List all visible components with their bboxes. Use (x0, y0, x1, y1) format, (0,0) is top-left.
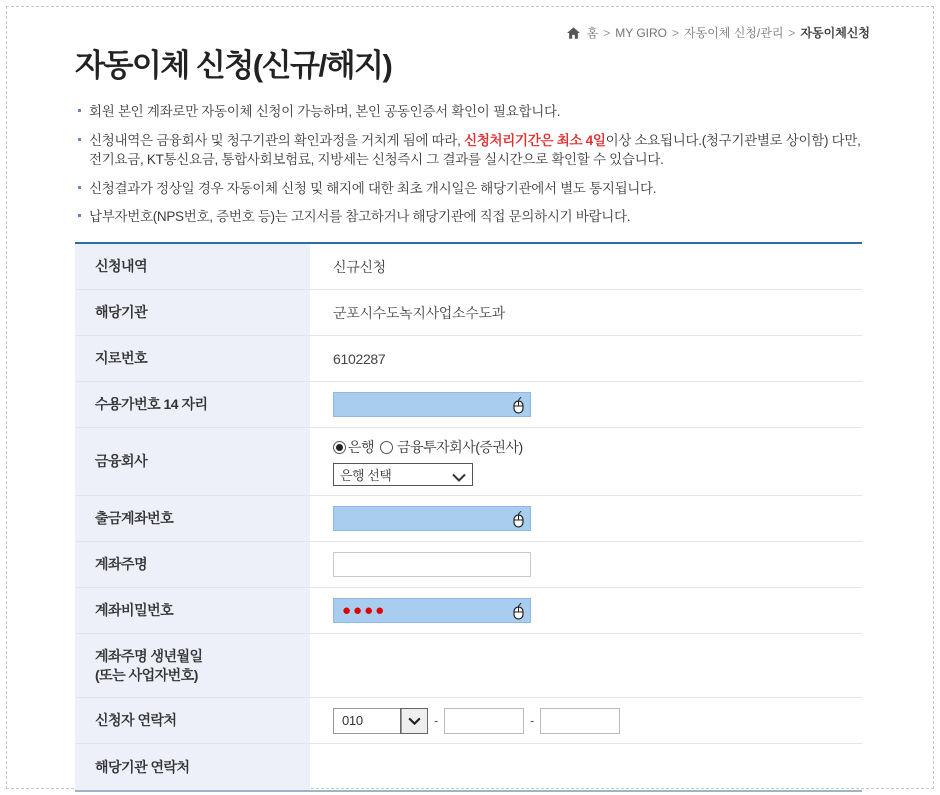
notice-item (78, 102, 868, 122)
phone-prefix-value: 010 (342, 713, 363, 728)
customer-number-secure-input[interactable] (333, 392, 531, 417)
breadcrumb-separator: > (672, 25, 680, 40)
chevron-down-icon (452, 470, 466, 479)
radio-checked-icon[interactable] (333, 441, 346, 454)
institution-phone-value (311, 744, 862, 790)
breadcrumb-item-mygiro[interactable]: MY GIRO (615, 25, 667, 40)
radio-label: 은행 (348, 439, 375, 455)
breadcrumb-item-autotransfer-manage[interactable]: 자동이체 신청/관리 (684, 26, 784, 40)
mouse-icon (512, 510, 525, 528)
breadcrumb-separator: > (603, 25, 611, 40)
holder-birthdate-value (311, 634, 862, 697)
breadcrumb-item-current: 자동이체신청 (800, 26, 870, 40)
row-value-cell (311, 382, 862, 427)
radio-label: 금융투자회사(증권사) (397, 439, 523, 455)
row-withdrawal-account (75, 496, 862, 542)
notice-list (78, 102, 868, 236)
row-label: 수용가번호 14 자리 (75, 382, 311, 427)
phone-prefix-select[interactable] (333, 708, 428, 734)
row-holder-birthdate (75, 634, 862, 698)
home-icon[interactable] (567, 27, 580, 39)
bank-select-value: 은행 선택 (340, 468, 392, 483)
phone-middle-input[interactable] (444, 708, 524, 734)
notice-text: 납부자번호(NPS번호, 증번호 등)는 고지서를 참고하거나 해당기관에 직접 문의하시기 바랍니다. (89, 209, 631, 225)
breadcrumb-item-home[interactable]: 홈 (586, 26, 599, 40)
password-dots: ●●●● (342, 602, 387, 619)
row-application-type (75, 244, 862, 290)
withdrawal-account-secure-input[interactable] (333, 506, 531, 531)
row-institution (75, 290, 862, 336)
breadcrumb-separator: > (788, 25, 796, 40)
row-account-holder-name (75, 542, 862, 588)
financial-company-radio-group (333, 437, 523, 457)
phone-dash: - (434, 713, 439, 728)
row-label: 해당기관 연락처 (75, 744, 311, 790)
radio-unchecked-icon[interactable] (380, 441, 393, 454)
notice-text: 이상 소요됩니다.(청구기관별로 상이함) 다만, 전기요금, KT통신요금, 통합사회보험료, 지방세는 신청즉시 그 결과를 실시간으로 확인할 수 있습니다. (89, 132, 861, 168)
row-label (75, 634, 311, 697)
row-value-cell (311, 496, 862, 541)
row-label: 계좌주명 (75, 542, 311, 587)
account-password-secure-input[interactable] (333, 598, 531, 623)
row-customer-number (75, 382, 862, 428)
row-label-line2: (또는 사업자번호) (95, 666, 198, 683)
row-value-cell (311, 588, 862, 633)
row-label: 신청자 연락처 (75, 698, 311, 743)
notice-item (78, 131, 868, 170)
row-label: 계좌비밀번호 (75, 588, 311, 633)
row-label: 금융회사 (75, 428, 311, 495)
notice-highlight-text: 신청처리기간은 최소 4일 (464, 132, 606, 148)
application-type-value: 신규신청 (333, 258, 386, 275)
notice-text: 신청결과가 정상일 경우 자동이체 신청 및 해지에 대한 최초 개시일은 해당기관에서 별도 통지됩니다. (89, 180, 657, 196)
row-value-cell (311, 542, 862, 587)
chevron-down-icon[interactable] (401, 709, 427, 733)
row-label: 해당기관 (75, 290, 311, 335)
giro-number-value: 6102287 (333, 350, 386, 367)
radio-securities[interactable] (380, 437, 523, 457)
breadcrumb (567, 24, 870, 41)
notice-item (78, 207, 868, 227)
row-financial-company (75, 428, 862, 496)
row-label: 지로번호 (75, 336, 311, 381)
phone-input-group (333, 708, 620, 734)
notice-text: 회원 본인 계좌로만 자동이체 신청이 가능하며, 본인 공동인증서 확인이 필요합니다. (89, 104, 561, 119)
row-institution-phone (75, 744, 862, 790)
row-giro-number (75, 336, 862, 382)
row-label: 신청내역 (75, 244, 311, 289)
notice-item (78, 179, 868, 199)
page-title: 자동이체 신청(신규/해지) (75, 48, 392, 83)
phone-last-input[interactable] (540, 708, 620, 734)
row-label-line1: 계좌주명 생년월일 (95, 647, 203, 664)
row-value-cell (311, 698, 862, 743)
institution-value: 군포시수도녹지사업소수도과 (333, 304, 505, 321)
notice-text: 신청내역은 금융회사 및 청구기관의 확인과정을 거치게 됨에 따라, (89, 132, 465, 148)
row-account-password (75, 588, 862, 634)
auto-transfer-form-table (75, 242, 862, 792)
radio-bank[interactable] (333, 437, 374, 457)
row-applicant-phone (75, 698, 862, 744)
account-holder-name-input[interactable] (333, 552, 531, 577)
row-value-cell (311, 428, 862, 495)
bank-select-dropdown[interactable] (333, 463, 473, 486)
row-label: 출금계좌번호 (75, 496, 311, 541)
mouse-icon (512, 602, 525, 620)
mouse-icon (512, 396, 525, 414)
phone-dash: - (530, 713, 535, 728)
